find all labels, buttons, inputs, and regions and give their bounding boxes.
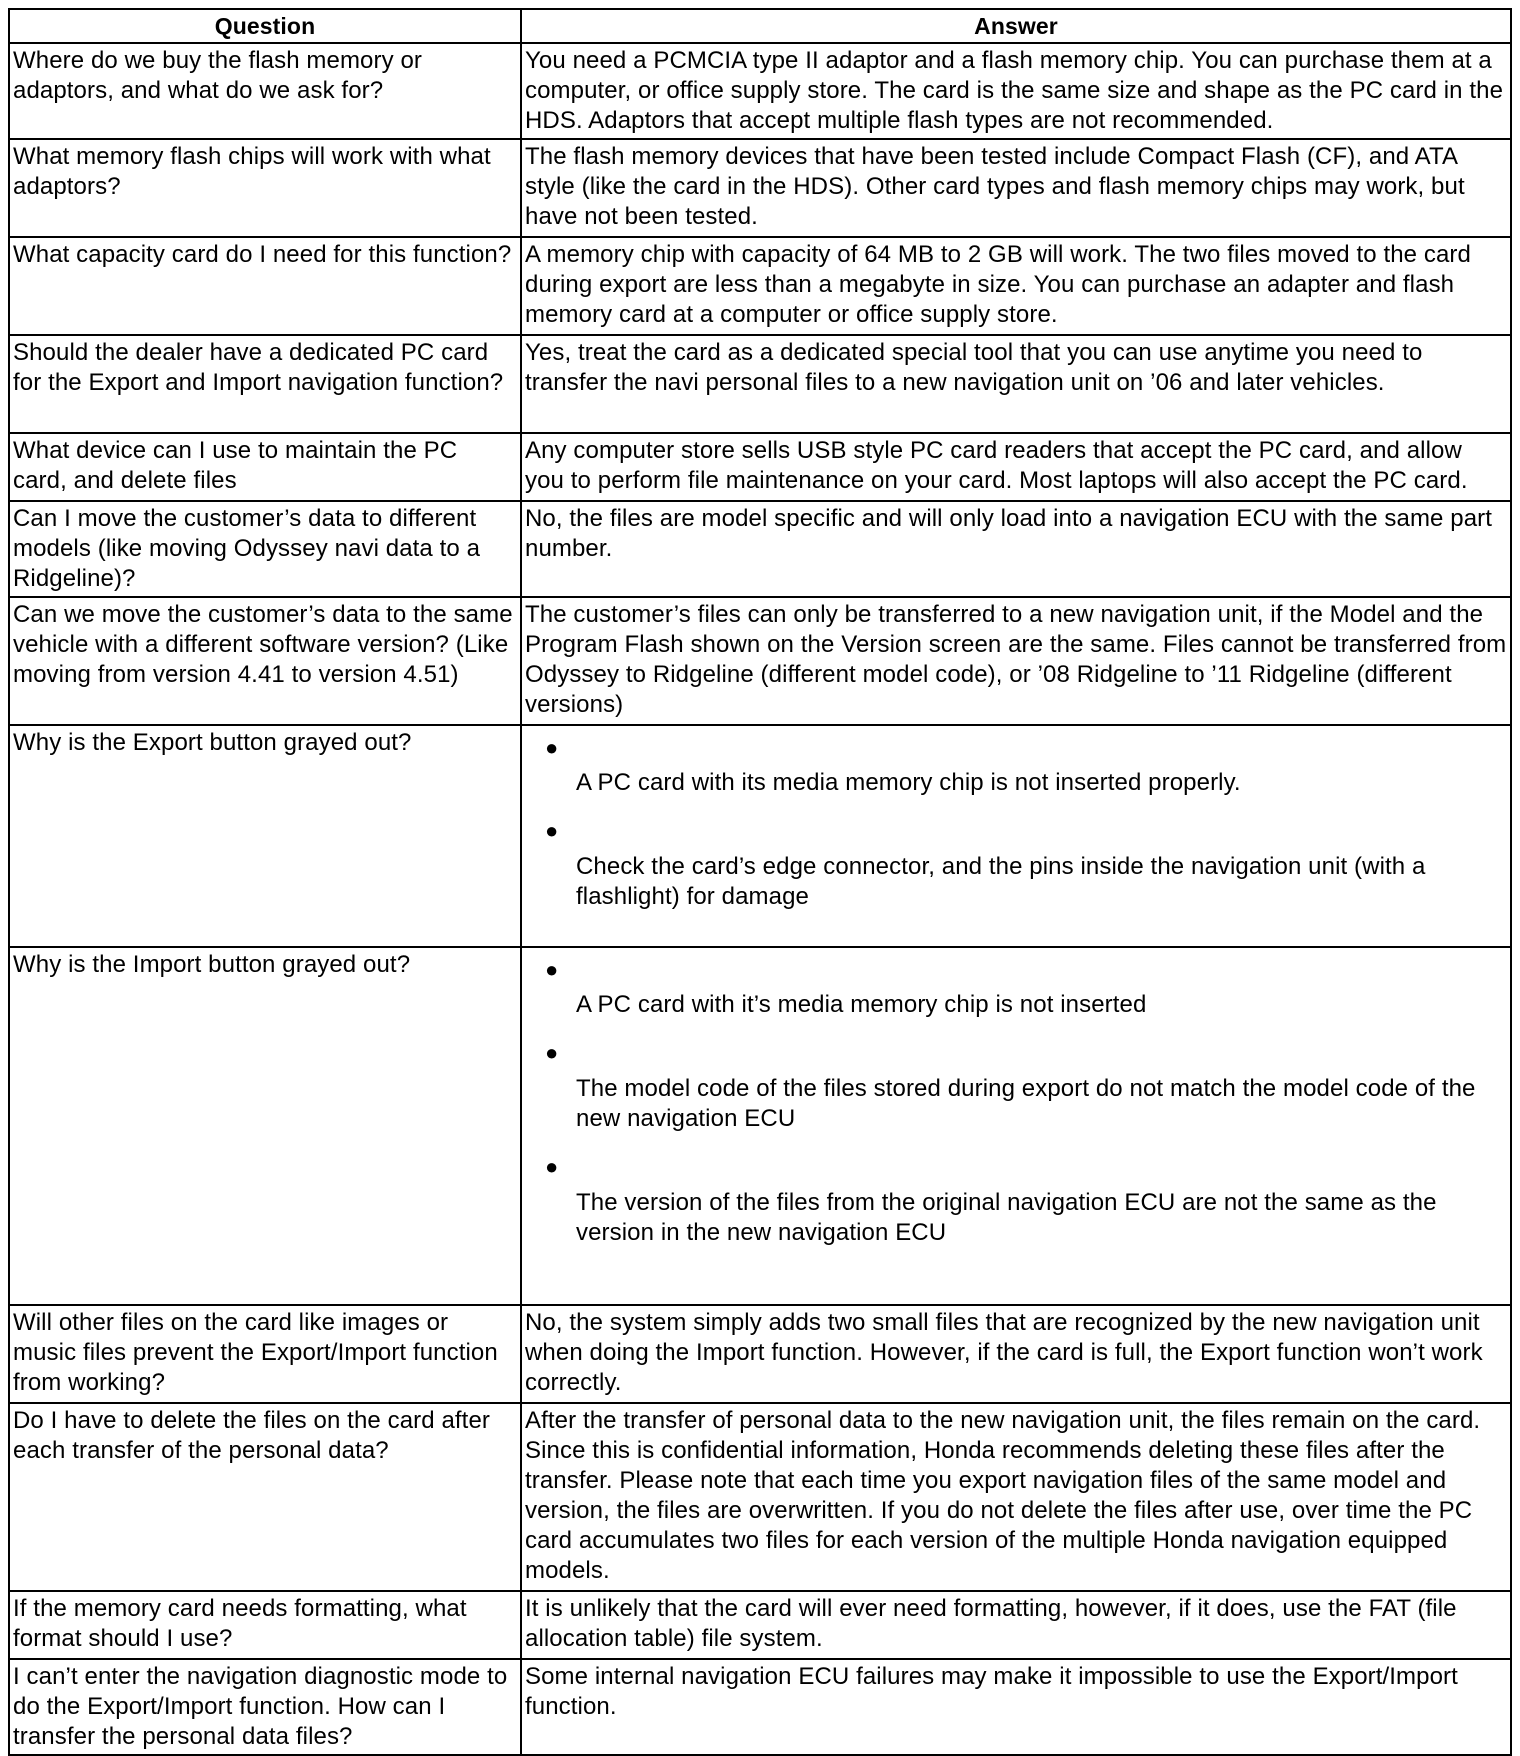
- bullet-icon: ●: [545, 1040, 559, 1065]
- question-cell: Why is the Export button grayed out?: [9, 725, 521, 947]
- table-row: [9, 237, 1511, 335]
- answer-cell: Yes, treat the card as a dedicated special tool that you can use anytime you need to transfer the navi personal files to a new navigation unit on ’06 and later vehicles.: [521, 335, 1511, 433]
- table-row: [9, 725, 1511, 947]
- question-cell: If the memory card needs formatting, what format should I use?: [9, 1591, 521, 1659]
- table-row: [9, 139, 1511, 237]
- question-cell: What device can I use to maintain the PC card, and delete files: [9, 433, 521, 501]
- list-item: [525, 950, 1507, 1032]
- answer-cell: [521, 725, 1511, 947]
- question-cell: Should the dealer have a dedicated PC card for the Export and Import navigation function?: [9, 335, 521, 433]
- answer-cell: The flash memory devices that have been tested include Compact Flash (CF), and ATA style (like the card in the HDS). Other card types and flash memory chips may work, but have not been tested.: [521, 139, 1511, 237]
- table-row: [9, 501, 1511, 597]
- table-row: [9, 947, 1511, 1305]
- table-row: [9, 1591, 1511, 1659]
- question-cell: Why is the Import button grayed out?: [9, 947, 521, 1305]
- question-cell: What capacity card do I need for this function?: [9, 237, 521, 335]
- answer-cell: The customer’s files can only be transferred to a new navigation unit, if the Model and the Program Flash shown on the Version screen are the same. Files cannot be transferred from Odyssey to Ridgeline (different model code), or ’08 Ridgeline to ’11 Ridgeline (different versions): [521, 597, 1511, 725]
- list-item: [525, 728, 1507, 810]
- table-row: [9, 597, 1511, 725]
- table-row: [9, 1403, 1511, 1591]
- answer-cell: After the transfer of personal data to the new navigation unit, the files remain on the card. Since this is confidential information, Honda recommends deleting these files after the transfer. Please note that each time you export navigation files of the same model and version, the files are overwritten. If you do not delete the files after use, over time the PC card accumulates two files for each version of the multiple Honda navigation equipped models.: [521, 1403, 1511, 1591]
- bullet-text: The model code of the files stored during export do not match the model code of the new navigation ECU: [576, 1075, 1476, 1132]
- bullet-text: The version of the files from the original navigation ECU are not the same as the version in the new navigation ECU: [576, 1189, 1437, 1246]
- bullet-text: A PC card with its media memory chip is not inserted properly.: [576, 769, 1241, 796]
- bullet-text: Check the card’s edge connector, and the pins inside the navigation unit (with a flashlight) for damage: [576, 853, 1426, 910]
- answer-cell: You need a PCMCIA type II adaptor and a flash memory chip. You can purchase them at a computer, or office supply store. The card is the same size and shape as the PC card in the HDS. Adaptors that accept multiple flash types are not recommended.: [521, 43, 1511, 139]
- bullet-icon: ●: [545, 1154, 559, 1179]
- bullet-text: A PC card with it’s media memory chip is not inserted: [576, 991, 1147, 1018]
- question-cell: Can I move the customer’s data to different models (like moving Odyssey navi data to a Ridgeline)?: [9, 501, 521, 597]
- answer-cell: [521, 947, 1511, 1305]
- table-row: [9, 433, 1511, 501]
- question-column-header: Question: [9, 9, 521, 43]
- answer-cell: No, the files are model specific and will only load into a navigation ECU with the same part number.: [521, 501, 1511, 597]
- bullet-icon: ●: [545, 818, 559, 843]
- faq-table: [8, 8, 1512, 1756]
- question-cell: Can we move the customer’s data to the same vehicle with a different software version? (Like moving from version 4.41 to version 4.51): [9, 597, 521, 725]
- question-cell: Will other files on the card like images or music files prevent the Export/Import function from working?: [9, 1305, 521, 1403]
- table-row: [9, 1659, 1511, 1755]
- question-cell: What memory flash chips will work with what adaptors?: [9, 139, 521, 237]
- answer-cell: Any computer store sells USB style PC card readers that accept the PC card, and allow you to perform file maintenance on your card. Most laptops will also accept the PC card.: [521, 433, 1511, 501]
- answer-column-header: Answer: [521, 9, 1511, 43]
- bullet-icon: ●: [545, 957, 559, 982]
- question-cell: I can’t enter the navigation diagnostic mode to do the Export/Import function. How can I transfer the personal data files?: [9, 1659, 521, 1755]
- answer-cell: Some internal navigation ECU failures may make it impossible to use the Export/Import function.: [521, 1659, 1511, 1755]
- header-row: [9, 9, 1511, 43]
- table-row: [9, 1305, 1511, 1403]
- table-row: [9, 43, 1511, 139]
- question-cell: Do I have to delete the files on the card after each transfer of the personal data?: [9, 1403, 521, 1591]
- list-item: [525, 1146, 1507, 1248]
- list-item: [525, 810, 1507, 912]
- answer-cell: A memory chip with capacity of 64 MB to 2 GB will work. The two files moved to the card during export are less than a megabyte in size. You can purchase an adapter and flash memory card at a computer or office supply store.: [521, 237, 1511, 335]
- table-row: [9, 335, 1511, 433]
- question-cell: Where do we buy the flash memory or adaptors, and what do we ask for?: [9, 43, 521, 139]
- answer-cell: It is unlikely that the card will ever need formatting, however, if it does, use the FAT (file allocation table) file system.: [521, 1591, 1511, 1659]
- answer-cell: No, the system simply adds two small files that are recognized by the new navigation unit when doing the Import function. However, if the card is full, the Export function won’t work correctly.: [521, 1305, 1511, 1403]
- list-item: [525, 1032, 1507, 1146]
- bullet-icon: ●: [545, 735, 559, 760]
